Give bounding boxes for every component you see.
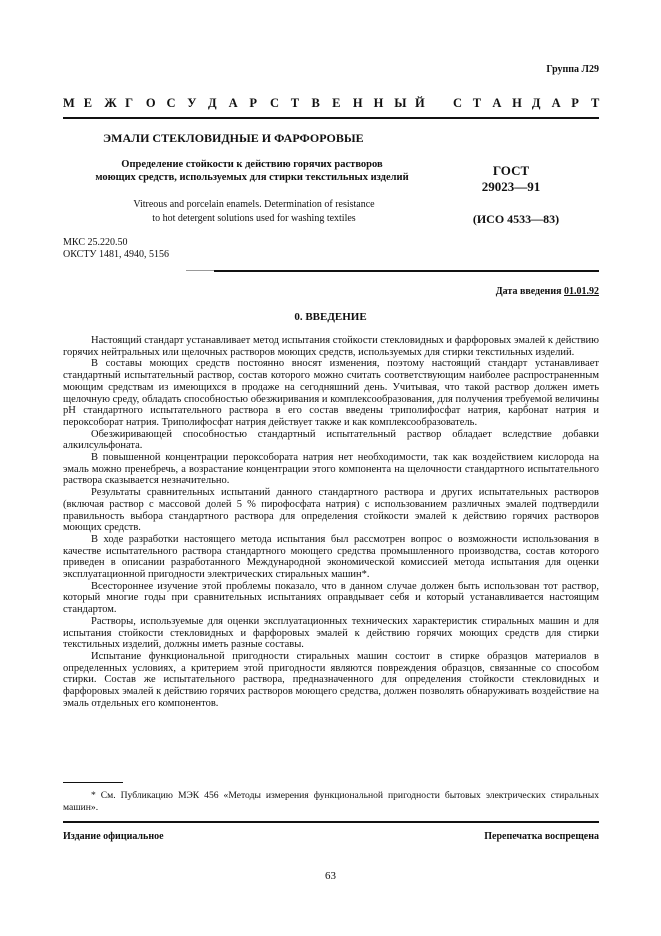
banner-letter: Д (531, 96, 541, 110)
footnote-divider (63, 782, 123, 783)
official-edition-label: Издание официальное (63, 831, 164, 842)
banner-letter: А (551, 96, 561, 110)
banner-letter: У (187, 96, 197, 110)
gost-number (446, 163, 576, 195)
intro-date-label: Дата введения (495, 286, 562, 297)
gost-label: ГОСТ (492, 163, 530, 178)
english-title-line: to hot detergent solutions used for washing textiles (152, 213, 356, 224)
body-paragraph: В составы моющих средств постоянно вносят изменения, поэтому настоящий стандарт устанавливает стандартный испытательный раствор, состав которого можно считать соответствующим наиболее распространенным моющим средствам из имеющихся в продаже на сегодняшний день. Учитывая, что такой раствор должен иметь щелочную среду, обладать способностью обезжиривания и комплексообразования, для получения требуемой величины рН стандартного испытательного раствора в его состав введены триполифосфат натрия, карбонат натрия и пероксоборат натрия. Триполифосфат натрия действует также и как комплексообразователь. (63, 358, 599, 428)
banner-letter: Ж (104, 96, 117, 110)
header-divider (63, 117, 599, 119)
body-paragraph: В повышенной концентрации пероксобората натрия нет необходимости, так как воздействием кислорода на эмаль можно пренебречь, а возрастание концентрации этого компонента на щелочности стандартного испытательного раствора сказывается незначительно. (63, 452, 599, 487)
banner-letter: Р (571, 96, 579, 110)
subtitle-line: Определение стойкости к действию горячих растворов (121, 159, 383, 170)
banner-letter: Е (83, 96, 93, 110)
footer-divider (63, 821, 599, 823)
iso-reference: (ИСО 4533—83) (472, 212, 560, 226)
banner-letter: Т (472, 96, 482, 110)
document-title: ЭМАЛИ СТЕКЛОВИДНЫЕ И ФАРФОРОВЫЕ (103, 131, 364, 145)
banner-letter: Е (332, 96, 341, 110)
english-title (94, 198, 414, 226)
body-paragraph: Испытание функциональной пригодности стиральных машин состоит в стирке образцов материалов в определенных условиях, а критерием этой пригодности являются повреждения образцов, связанные со способом стирки. Состав же испытательного раствора, предназначенного для определения стойкости стекловидных и фарфоровых эмалей к действию горячих растворов моющего средства, должен позволять обнаруживать воздействие на эмаль отдельных его компонентов. (63, 650, 599, 709)
group-code: Группа Л29 (546, 64, 599, 75)
gost-code: 29023—91 (481, 179, 541, 194)
banner-letter: В (311, 96, 320, 110)
banner-letter: А (492, 96, 502, 110)
mks-code: МКС 25.220.50 (63, 237, 128, 248)
banner-letter: Ы (394, 96, 407, 110)
english-title-line: Vitreous and porcelain enamels. Determination of resistance (133, 199, 375, 210)
banner-letter: Т (591, 96, 600, 110)
banner-letter: Н (512, 96, 522, 110)
body-paragraph: В ходе разработки настоящего метода испытания был рассмотрен вопрос о возможности использования в качестве испытательного раствора стандартного моющего средства промышленного производства, состав которого приведен в описании разработанного Международной экономической комиссией метода испытания для оценки эксплуатационной пригодности электрических стиральных машин*. (63, 533, 599, 581)
faint-divider (186, 270, 214, 271)
body-paragraph: Обезжиривающей способностью стандартный испытательный раствор обладает вследствие добавки алкилсульфоната. (63, 428, 599, 452)
classification-codes (63, 237, 169, 261)
banner-letter: С (453, 96, 463, 110)
subtitle-line: моющих средств, используемых для стирки текстильных изделий (95, 172, 409, 183)
banner-letter: Н (352, 96, 363, 110)
section-heading: 0. ВВЕДЕНИЕ (294, 311, 367, 323)
title-block-divider (214, 270, 599, 272)
page-number: 63 (325, 870, 336, 882)
body-paragraph: Растворы, используемые для оценки эксплуатационных технических характеристик стиральных машин и для испытания стойкости стекловидных и фарфоровых эмалей к действию горячих моющих средств для стирки текстильных изделий, должны иметь разные составы. (63, 615, 599, 651)
banner-letter: Д (207, 96, 217, 110)
body-paragraph: Всестороннее изучение этой проблемы показало, что в данном случае должен быть использован тот раствор, который многие годы при сравнительных испытаниях оправдывает себя и который устанавливается настоящим стандартом. (63, 580, 599, 616)
body-paragraph: Настоящий стандарт устанавливает метод испытания стойкости стекловидных и фарфоровых эмалей к действию горячих нейтральных или щелочных растворов моющих средств, используемых для стирки текстильных изделий. (63, 335, 599, 358)
introduction-date (496, 286, 599, 297)
banner-letter: М (63, 96, 75, 110)
banner-letter: Т (290, 96, 300, 110)
banner-letter: Н (373, 96, 384, 110)
banner-letter: С (270, 96, 280, 110)
banner-letter: О (145, 96, 156, 110)
reprint-notice: Перепечатка воспрещена (484, 831, 599, 842)
banner-letter: Й (415, 96, 425, 110)
intro-date-value: 01.01.92 (564, 286, 599, 297)
banner-letter: С (166, 96, 176, 110)
okstu-code: ОКСТУ 1481, 4940, 5156 (63, 249, 170, 260)
footnote: * См. Публикацию МЭК 456 «Методы измерения функциональной пригодности бытовых электрических стиральных машин». (63, 790, 599, 813)
banner-letter: Р (249, 96, 257, 110)
introduction-body (63, 335, 599, 710)
document-subtitle (87, 158, 417, 184)
banner-letter: А (228, 96, 238, 110)
body-paragraph: Результаты сравнительных испытаний данного стандартного раствора и других испытательных растворов (включая раствор с массовой долей 5 % пирофосфата натрия) с использованием различных эмалей подтвердили правильность выбора стандартного раствора для определения стойкости эмалей к действию горячих растворов моющих средств. (63, 487, 599, 534)
banner-letter: Г (125, 96, 134, 110)
